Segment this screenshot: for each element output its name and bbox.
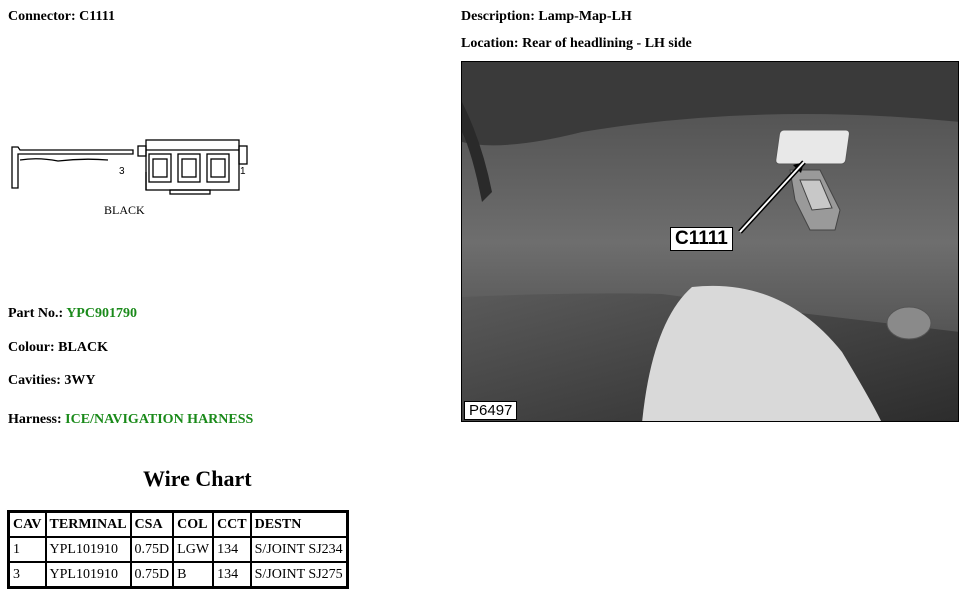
harness-link[interactable]: ICE/NAVIGATION HARNESS xyxy=(65,412,254,427)
connector-line xyxy=(8,9,115,25)
cell-cct: 134 xyxy=(213,562,251,588)
cell-cct: 134 xyxy=(213,537,251,562)
part-no-line xyxy=(8,306,137,322)
header-col: COL xyxy=(173,512,213,538)
harness-label: Harness: xyxy=(8,412,62,427)
connector-drawing xyxy=(8,132,253,222)
connector-label: Connector: xyxy=(8,9,76,24)
location-value: Rear of headlining - LH side xyxy=(522,36,692,51)
wire-chart-header-row xyxy=(9,512,348,538)
pin-1-label: 1 xyxy=(240,166,246,177)
location-label: Location: xyxy=(461,36,519,51)
drawing-colour-caption: BLACK xyxy=(104,203,145,217)
table-row xyxy=(9,562,348,588)
cavities-line xyxy=(8,373,96,389)
cell-destn: S/JOINT SJ275 xyxy=(251,562,348,588)
cell-csa: 0.75D xyxy=(131,562,174,588)
location-line xyxy=(461,36,692,52)
cell-terminal: YPL101910 xyxy=(46,562,131,588)
colour-line xyxy=(8,340,108,356)
cavities-label: Cavities: xyxy=(8,373,61,388)
cell-terminal: YPL101910 xyxy=(46,537,131,562)
cell-cav: 1 xyxy=(9,537,46,562)
wire-chart-title: Wire Chart xyxy=(143,466,252,491)
wire-chart-table xyxy=(7,510,349,589)
cell-col: B xyxy=(173,562,213,588)
description-label: Description: xyxy=(461,9,535,24)
colour-label: Colour: xyxy=(8,340,55,355)
cell-cav: 3 xyxy=(9,562,46,588)
header-terminal: TERMINAL xyxy=(46,512,131,538)
header-cav: CAV xyxy=(9,512,46,538)
part-no-link[interactable]: YPC901790 xyxy=(66,306,137,321)
harness-line xyxy=(8,412,253,428)
figure-id: P6497 xyxy=(464,401,517,420)
cell-csa: 0.75D xyxy=(131,537,174,562)
connector-value: C1111 xyxy=(79,9,115,24)
colour-value: BLACK xyxy=(58,340,108,355)
description-line xyxy=(461,9,632,25)
description-value: Lamp-Map-LH xyxy=(538,9,632,24)
header-cct: CCT xyxy=(213,512,251,538)
header-csa: CSA xyxy=(131,512,174,538)
connector-callout: C1111 xyxy=(670,227,733,251)
cell-destn: S/JOINT SJ234 xyxy=(251,537,348,562)
table-row xyxy=(9,537,348,562)
part-no-label: Part No.: xyxy=(8,306,64,321)
cell-col: LGW xyxy=(173,537,213,562)
location-photo xyxy=(461,61,959,422)
cavities-value: 3WY xyxy=(64,373,96,388)
header-destn: DESTN xyxy=(251,512,348,538)
pin-3-label: 3 xyxy=(119,166,125,177)
